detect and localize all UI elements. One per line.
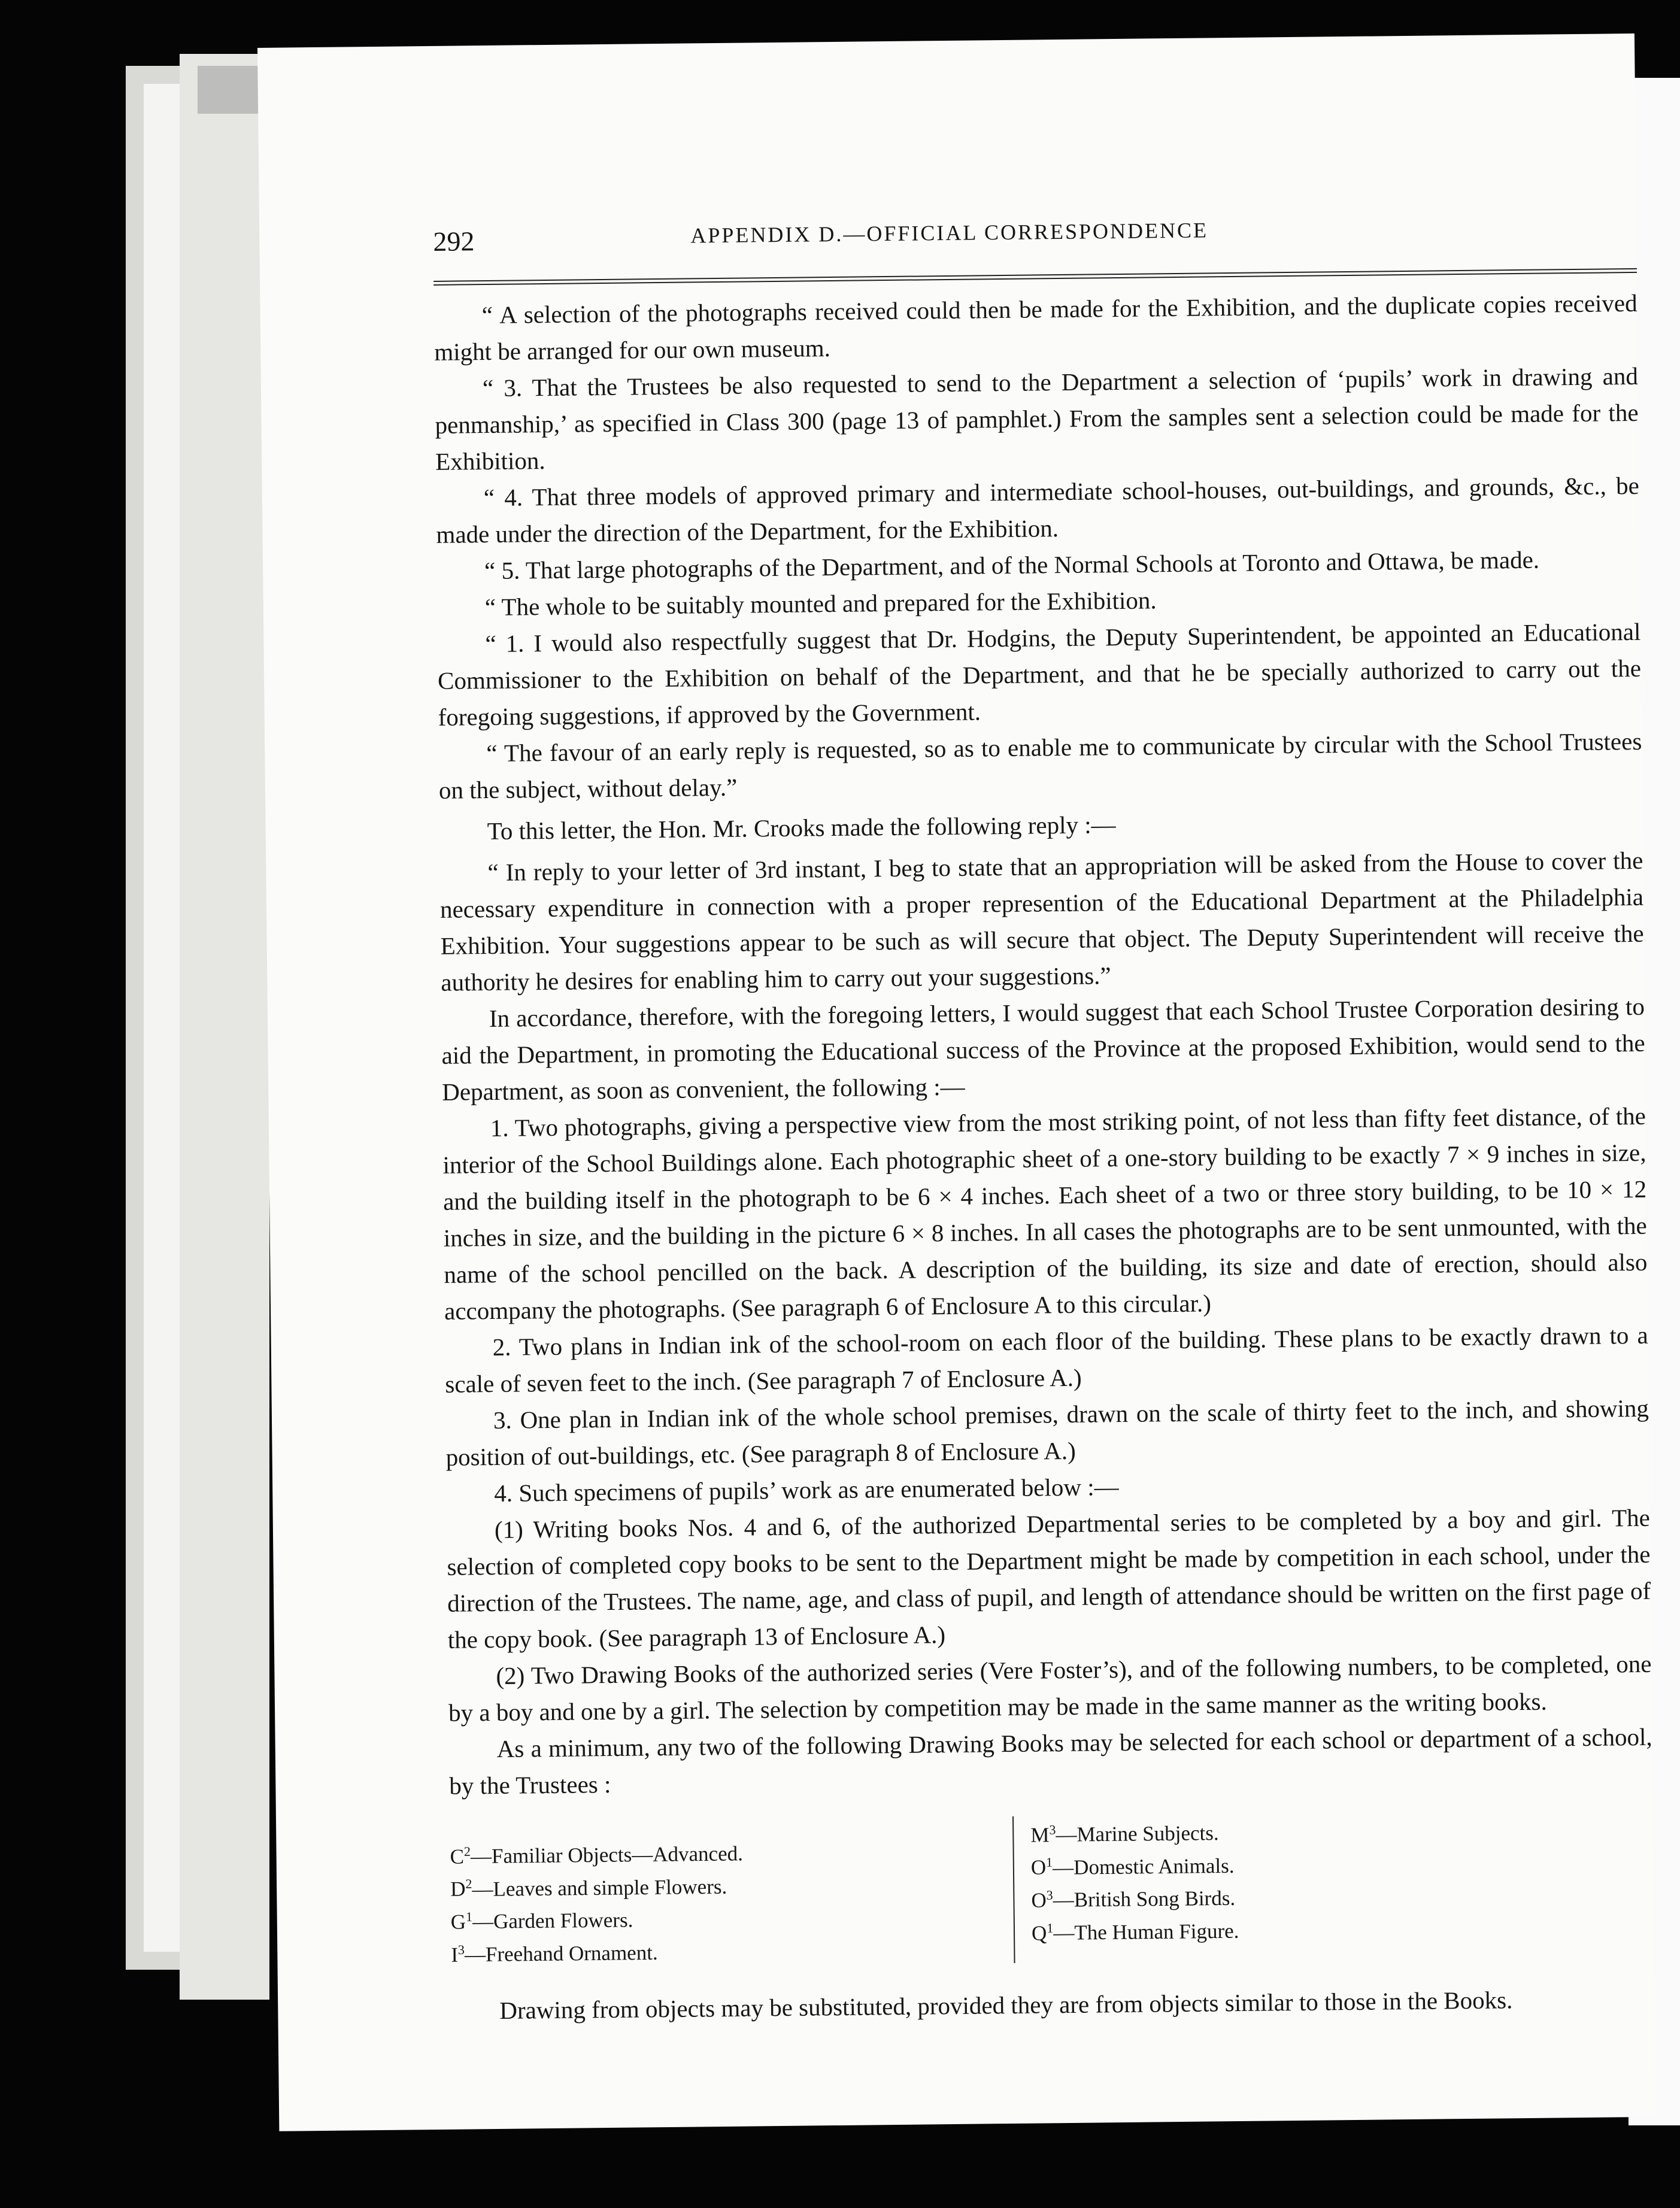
paragraph: “ The favour of an early reply is requested, so as to enable me to communicate by circular with the School Trustees on the subject, without delay.” <box>438 727 1642 804</box>
paragraph: As a minimum, any two of the following Drawing Books may be selected for each school or department of a school, by the Trustees : <box>449 1722 1652 1800</box>
list-item: $D^2—Leaves$ and simple Flowers. <box>450 1875 727 1901</box>
document-page <box>257 34 1656 2131</box>
paragraph: (2) Two Drawing Books of the authorized series (Vere Foster’s), and of the following numbers, to be completed, one by a boy and one by a girl. The selection by competition may be made in the same manner as the writing books. <box>448 1649 1652 1727</box>
drawing-book-list <box>450 1810 1654 1969</box>
list-item: $Q^1—The$ Human Figure. <box>1031 1919 1239 1945</box>
header-rule <box>433 268 1637 286</box>
list-item: $O^1—Domestic$ Animals. <box>1030 1854 1235 1879</box>
list-item: $C^2—Familiar$ Objects—Advanced. <box>450 1842 744 1869</box>
paragraph: “ The whole to be suitably mounted and prepared for the Exhibition. <box>484 586 1157 621</box>
drawing-book-list-left <box>450 1816 1014 1969</box>
paragraph: 4. Such specimens of pupils’ work as are enumerated below :— <box>494 1473 1119 1507</box>
paragraph: “ A selection of the photographs received could then be made for the Exhibition, and the duplicate copies received might be arranged for our own museum. <box>434 289 1637 366</box>
list-item: $O^3—British$ Song Birds. <box>1031 1886 1236 1912</box>
page-edges-inner <box>144 84 180 1952</box>
page-stack <box>180 54 269 2000</box>
paragraph: “ 3. That the Trustees be also requested to send to the Department a selection of ‘pupils’ work in drawing and penmanship,’ as specified in Class 300 (page 13 of pamphlet.) From the samples sent a selection could be made for the Exhibition. <box>435 362 1639 475</box>
body-text <box>433 285 1655 2030</box>
paragraph: “ 4. That three models of approved primary and intermediate school-houses, out-buildings, and grounds, &c., be made under the direction of the Department, for the Exhibition. <box>436 471 1640 548</box>
list-item: $G^1—Garden$ Flowers. <box>450 1908 633 1934</box>
paragraph: “ 5. That large photographs of the Department, and of the Normal Schools at Toronto and Ottawa, be made. <box>484 545 1540 585</box>
running-head: APPENDIX D.—OFFICIAL CORRESPONDENCE <box>690 218 1209 248</box>
paragraph: 1. Two photographs, giving a perspective view from the most striking point, of not less than fifty feet distance, of the interior of the School Buildings alone. Each photographic sheet of a one-story building to be exactly 7 × 9 inches in size, and the building itself in the photograph to be 6 × 4 inches. Each sheet of a two or three story building, to be 10 × 12 inches in size, and the building in the picture 6 × 8 inches. In all cases the photographs are to be sent unmounted, with the name of the school pencilled on the back. A description of the building, its size and date of erection, should also accompany the photographs. (See paragraph 6 of Enclosure A to this circular.) <box>442 1102 1648 1325</box>
paragraph: “ In reply to your letter of 3rd instant, I beg to state that an appropriation will be asked from the House to cover the necessary expenditure in connection with a proper represention of the Educational Department at the Philadelphia Exhibition. Your suggestions appear to be such as will secure that object. The Deputy Superintendent will receive the authority he desires for enabling him to carry out your suggestions.” <box>439 846 1644 996</box>
paragraph: 3. One plan in Indian ink of the whole school premises, drawn on the scale of thirty feet to the inch, and showing position of out-buildings, etc. (See paragraph 8 of Enclosure A.) <box>445 1394 1649 1471</box>
paragraph: (1) Writing books Nos. 4 and 6, of the authorized Departmental series to be completed by a boy and girl. The selection of completed copy books to be sent to the Department might be made by competition in each school, under the direction of the Trustees. The name, age, and class of pupil, and length of attendance should be written on the first page of the copy book. (See paragraph 13 of Enclosure A.) <box>447 1503 1651 1654</box>
paragraph: In accordance, therefore, with the foregoing letters, I would suggest that each School Trustee Corporation desiring to aid the Department, in promoting the Educational success of the Province at the proposed Exhibition, would send to the Department, as soon as convenient, the following :— <box>441 992 1645 1106</box>
closing-paragraph: Drawing from objects may be substituted, provided they are from objects similar to those in the Books. <box>499 1985 1513 2024</box>
list-item: $M^3—Marine$ Subjects. <box>1030 1821 1219 1847</box>
drawing-book-list-right <box>1030 1811 1511 1963</box>
page-number: 292 <box>433 226 475 257</box>
paragraph: To this letter, the Hon. Mr. Crooks made the following reply :— <box>487 811 1116 845</box>
paragraph: 2. Two plans in Indian ink of the school-room on each floor of the building. These plans to be exactly drawn to a scale of seven feet to the inch. (See paragraph 7 of Enclosure A.) <box>445 1321 1648 1398</box>
paragraph: “ 1. I would also respectfully suggest that Dr. Hodgins, the Deputy Superintendent, be appointed an Educational Commissioner to the Exhibition on behalf of the Department, and that he be specially authorized to carry out the foregoing suggestions, if approved by the Government. <box>437 617 1642 731</box>
list-item: $I^3—Freehand$ Ornament. <box>451 1940 658 1967</box>
